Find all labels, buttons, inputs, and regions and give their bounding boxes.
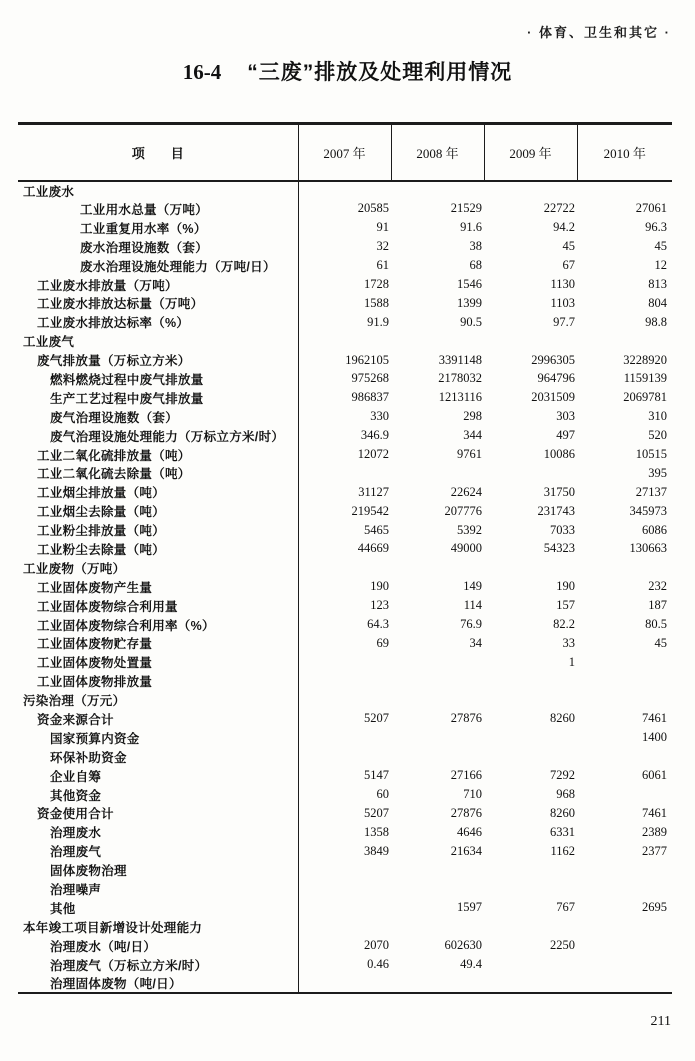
cell-value: 986837 bbox=[351, 390, 389, 405]
cell-value: 964796 bbox=[537, 371, 575, 386]
cell-value: 6086 bbox=[642, 522, 667, 537]
cell-value bbox=[484, 672, 577, 691]
cell-value bbox=[298, 974, 391, 993]
table-row bbox=[18, 521, 672, 540]
cell-value: 21529 bbox=[450, 201, 482, 216]
row-label: 治理废气 bbox=[18, 842, 298, 861]
table-row bbox=[18, 615, 672, 634]
cell-value bbox=[577, 955, 672, 974]
cell-value bbox=[577, 558, 672, 577]
column-header-2009: 2009 年 bbox=[484, 124, 577, 181]
table-row bbox=[18, 351, 672, 370]
cell-value: 1588 bbox=[364, 295, 389, 310]
cell-value bbox=[298, 691, 391, 710]
cell-value bbox=[298, 464, 391, 483]
cell-value: 190 bbox=[556, 579, 575, 594]
table-row bbox=[18, 218, 672, 237]
table-row bbox=[18, 464, 672, 483]
cell-value: 10515 bbox=[635, 447, 667, 462]
row-label: 本年竣工项目新增设计处理能力 bbox=[18, 917, 298, 936]
cell-value: 0.46 bbox=[367, 957, 389, 972]
cell-value: 32 bbox=[376, 239, 389, 254]
table-row bbox=[18, 917, 672, 936]
cell-value: 94.2 bbox=[553, 220, 575, 235]
cell-value bbox=[298, 332, 391, 351]
cell-value bbox=[391, 181, 484, 200]
cell-value bbox=[577, 974, 672, 993]
statistics-table bbox=[18, 122, 672, 994]
row-label: 废气治理设施数（套） bbox=[18, 407, 298, 426]
table-row bbox=[18, 426, 672, 445]
row-label: 工业废水排放达标量（万吨） bbox=[18, 294, 298, 313]
cell-value: 21634 bbox=[450, 843, 482, 858]
cell-value bbox=[484, 974, 577, 993]
cell-value: 6331 bbox=[550, 824, 575, 839]
table-row bbox=[18, 577, 672, 596]
cell-value: 1130 bbox=[550, 277, 575, 291]
cell-value: 149 bbox=[463, 579, 482, 594]
table-row bbox=[18, 936, 672, 955]
cell-value: 67 bbox=[562, 258, 575, 273]
cell-value: 45 bbox=[562, 239, 575, 254]
cell-value: 5465 bbox=[364, 522, 389, 537]
row-label: 工业废水 bbox=[18, 181, 298, 200]
page-title bbox=[0, 56, 695, 86]
cell-value bbox=[391, 917, 484, 936]
cell-value bbox=[577, 672, 672, 691]
row-label: 工业废水排放达标率（%） bbox=[18, 313, 298, 332]
cell-value bbox=[577, 181, 672, 200]
cell-value: 7461 bbox=[642, 711, 667, 726]
cell-value: 8260 bbox=[550, 805, 575, 820]
cell-value: 3391148 bbox=[438, 352, 482, 367]
table-row bbox=[18, 842, 672, 861]
cell-value bbox=[391, 672, 484, 691]
cell-value: 20585 bbox=[357, 201, 389, 216]
cell-value: 2250 bbox=[550, 938, 575, 953]
table-number: 16-4 bbox=[182, 60, 222, 84]
cell-value bbox=[391, 558, 484, 577]
cell-value bbox=[298, 728, 391, 747]
table-row bbox=[18, 710, 672, 729]
row-label: 废水治理设施处理能力（万吨/日） bbox=[18, 256, 298, 275]
cell-value bbox=[484, 747, 577, 766]
cell-value: 45 bbox=[654, 239, 667, 254]
cell-value: 64.3 bbox=[367, 617, 389, 632]
table-row bbox=[18, 181, 672, 200]
row-label: 工业二氧化硫排放量（吨） bbox=[18, 445, 298, 464]
cell-value: 187 bbox=[648, 598, 667, 613]
cell-value bbox=[577, 861, 672, 880]
cell-value: 22722 bbox=[543, 201, 575, 216]
cell-value: 45 bbox=[654, 635, 667, 650]
table-row bbox=[18, 483, 672, 502]
table-row bbox=[18, 445, 672, 464]
cell-value: 4646 bbox=[457, 824, 482, 839]
table-row bbox=[18, 653, 672, 672]
cell-value: 5207 bbox=[364, 805, 389, 820]
cell-value: 82.2 bbox=[553, 617, 575, 632]
cell-value bbox=[484, 181, 577, 200]
table-row bbox=[18, 728, 672, 747]
table-title-text: “三废”排放及处理利用情况 bbox=[247, 61, 513, 84]
cell-value: 54323 bbox=[543, 541, 575, 556]
cell-value: 7033 bbox=[550, 522, 575, 537]
row-label: 工业用水总量（万吨） bbox=[18, 200, 298, 219]
row-label: 工业粉尘去除量（吨） bbox=[18, 540, 298, 559]
cell-value: 7292 bbox=[550, 768, 575, 783]
cell-value: 61 bbox=[376, 258, 389, 273]
cell-value: 34 bbox=[469, 635, 482, 650]
cell-value: 98.8 bbox=[645, 314, 667, 329]
cell-value bbox=[391, 880, 484, 899]
cell-value: 330 bbox=[370, 409, 389, 424]
cell-value: 10086 bbox=[543, 447, 575, 462]
cell-value bbox=[577, 653, 672, 672]
table-row bbox=[18, 275, 672, 294]
cell-value bbox=[298, 653, 391, 672]
row-label: 工业重复用水率（%） bbox=[18, 218, 298, 237]
row-label: 环保补助资金 bbox=[18, 747, 298, 766]
row-label: 治理废水 bbox=[18, 823, 298, 842]
table-row bbox=[18, 540, 672, 559]
cell-value bbox=[391, 653, 484, 672]
table-row bbox=[18, 332, 672, 351]
row-label: 固体废物治理 bbox=[18, 861, 298, 880]
cell-value: 1597 bbox=[457, 900, 482, 915]
cell-value: 31750 bbox=[543, 484, 575, 499]
table-row bbox=[18, 596, 672, 615]
table-row bbox=[18, 256, 672, 275]
table-row bbox=[18, 785, 672, 804]
cell-value bbox=[484, 861, 577, 880]
cell-value: 27137 bbox=[635, 484, 667, 499]
table-row bbox=[18, 388, 672, 407]
cell-value: 49.4 bbox=[460, 957, 482, 972]
cell-value: 207776 bbox=[444, 503, 482, 518]
column-header-2010: 2010 年 bbox=[577, 124, 672, 181]
table-header bbox=[18, 124, 672, 181]
row-label: 污染治理（万元） bbox=[18, 691, 298, 710]
cell-value: 27166 bbox=[450, 768, 482, 783]
cell-value: 44669 bbox=[357, 541, 389, 556]
cell-value: 91.9 bbox=[367, 314, 389, 329]
cell-value bbox=[577, 880, 672, 899]
cell-value: 2070 bbox=[364, 938, 389, 953]
table-row bbox=[18, 974, 672, 993]
cell-value bbox=[298, 880, 391, 899]
cell-value: 1213116 bbox=[438, 390, 482, 405]
cell-value bbox=[484, 464, 577, 483]
cell-value: 6061 bbox=[642, 768, 667, 783]
table-row bbox=[18, 766, 672, 785]
cell-value: 804 bbox=[648, 295, 667, 310]
cell-value: 2178032 bbox=[438, 371, 482, 386]
cell-value bbox=[391, 747, 484, 766]
cell-value bbox=[577, 691, 672, 710]
cell-value: 767 bbox=[556, 900, 575, 915]
table-row bbox=[18, 200, 672, 219]
cell-value: 96.3 bbox=[645, 220, 667, 235]
cell-value: 1399 bbox=[457, 295, 482, 310]
row-label: 废气排放量（万标立方米） bbox=[18, 351, 298, 370]
row-label: 治理废气（万标立方米/时） bbox=[18, 955, 298, 974]
cell-value: 710 bbox=[463, 787, 482, 802]
cell-value: 38 bbox=[469, 239, 482, 254]
cell-value: 27876 bbox=[450, 711, 482, 726]
cell-value: 2069781 bbox=[623, 390, 667, 405]
row-label: 资金来源合计 bbox=[18, 710, 298, 729]
cell-value: 90.5 bbox=[460, 314, 482, 329]
table-row bbox=[18, 747, 672, 766]
row-label: 工业废水排放量（万吨） bbox=[18, 275, 298, 294]
cell-value: 346.9 bbox=[360, 428, 389, 443]
cell-value bbox=[577, 747, 672, 766]
cell-value: 1728 bbox=[364, 277, 389, 291]
cell-value: 219542 bbox=[351, 503, 389, 518]
row-label: 治理废水（吨/日） bbox=[18, 936, 298, 955]
cell-value: 298 bbox=[463, 409, 482, 424]
cell-value bbox=[391, 974, 484, 993]
row-label: 企业自筹 bbox=[18, 766, 298, 785]
table-row bbox=[18, 370, 672, 389]
table-row bbox=[18, 634, 672, 653]
cell-value: 2377 bbox=[642, 843, 667, 858]
table-row bbox=[18, 502, 672, 521]
page-number: 211 bbox=[650, 1014, 671, 1029]
cell-value: 123 bbox=[370, 598, 389, 613]
cell-value: 1400 bbox=[642, 730, 667, 745]
cell-value: 12 bbox=[654, 258, 667, 273]
cell-value bbox=[577, 785, 672, 804]
cell-value bbox=[484, 691, 577, 710]
cell-value bbox=[298, 672, 391, 691]
table-row bbox=[18, 823, 672, 842]
row-label: 燃料燃烧过程中废气排放量 bbox=[18, 370, 298, 389]
cell-value: 2389 bbox=[642, 824, 667, 839]
cell-value bbox=[484, 955, 577, 974]
cell-value: 813 bbox=[648, 277, 667, 291]
cell-value: 2031509 bbox=[531, 390, 575, 405]
cell-value: 76.9 bbox=[460, 617, 482, 632]
cell-value bbox=[391, 861, 484, 880]
table-body bbox=[18, 181, 672, 994]
row-label: 国家预算内资金 bbox=[18, 728, 298, 747]
cell-value: 5392 bbox=[457, 522, 482, 537]
cell-value: 303 bbox=[556, 409, 575, 424]
cell-value: 2695 bbox=[642, 900, 667, 915]
cell-value: 1162 bbox=[550, 843, 575, 858]
cell-value: 12072 bbox=[357, 447, 389, 462]
cell-value: 130663 bbox=[629, 541, 667, 556]
cell-value: 60 bbox=[376, 787, 389, 802]
cell-value bbox=[484, 728, 577, 747]
cell-value: 520 bbox=[648, 428, 667, 443]
cell-value: 1546 bbox=[457, 277, 482, 291]
cell-value bbox=[298, 898, 391, 917]
row-label: 废水治理设施数（套） bbox=[18, 237, 298, 256]
cell-value: 22624 bbox=[450, 484, 482, 499]
cell-value: 91.6 bbox=[460, 220, 482, 235]
table-row bbox=[18, 313, 672, 332]
cell-value: 602630 bbox=[444, 938, 482, 953]
row-label: 生产工艺过程中废气排放量 bbox=[18, 388, 298, 407]
row-label: 资金使用合计 bbox=[18, 804, 298, 823]
table-row bbox=[18, 237, 672, 256]
row-label: 工业二氧化硫去除量（吨） bbox=[18, 464, 298, 483]
cell-value: 3849 bbox=[364, 843, 389, 858]
cell-value: 231743 bbox=[537, 503, 575, 518]
table-row bbox=[18, 558, 672, 577]
table-row bbox=[18, 955, 672, 974]
cell-value: 49000 bbox=[450, 541, 482, 556]
cell-value: 3228920 bbox=[623, 352, 667, 367]
row-label: 工业粉尘排放量（吨） bbox=[18, 521, 298, 540]
table-row bbox=[18, 672, 672, 691]
row-label: 工业废气 bbox=[18, 332, 298, 351]
cell-value: 344 bbox=[463, 428, 482, 443]
table-row bbox=[18, 898, 672, 917]
row-label: 工业固体废物排放量 bbox=[18, 672, 298, 691]
cell-value: 232 bbox=[648, 579, 667, 594]
row-label: 其他资金 bbox=[18, 785, 298, 804]
table-row bbox=[18, 861, 672, 880]
table-row bbox=[18, 880, 672, 899]
cell-value: 114 bbox=[463, 598, 482, 613]
cell-value: 27061 bbox=[635, 201, 667, 216]
chapter-header: · 体育、卫生和其它 · bbox=[527, 25, 671, 40]
column-header-item: 项 目 bbox=[18, 124, 298, 181]
row-label: 工业固体废物综合利用量 bbox=[18, 596, 298, 615]
cell-value bbox=[298, 747, 391, 766]
cell-value: 1 bbox=[568, 654, 575, 669]
cell-value bbox=[577, 936, 672, 955]
cell-value bbox=[484, 332, 577, 351]
row-label: 工业固体废物处置量 bbox=[18, 653, 298, 672]
row-label: 工业烟尘排放量（吨） bbox=[18, 483, 298, 502]
cell-value bbox=[484, 558, 577, 577]
cell-value: 190 bbox=[370, 579, 389, 594]
cell-value: 968 bbox=[556, 787, 575, 802]
row-label: 工业固体废物产生量 bbox=[18, 577, 298, 596]
cell-value: 27876 bbox=[450, 805, 482, 820]
statistics-table-wrap bbox=[18, 122, 672, 994]
cell-value bbox=[298, 181, 391, 200]
row-label: 工业固体废物贮存量 bbox=[18, 634, 298, 653]
cell-value: 33 bbox=[562, 635, 575, 650]
cell-value: 497 bbox=[556, 428, 575, 443]
row-label: 治理噪声 bbox=[18, 880, 298, 899]
cell-value: 345973 bbox=[629, 503, 667, 518]
cell-value bbox=[484, 880, 577, 899]
cell-value: 68 bbox=[469, 258, 482, 273]
cell-value: 395 bbox=[648, 465, 667, 480]
cell-value bbox=[391, 691, 484, 710]
cell-value: 8260 bbox=[550, 711, 575, 726]
cell-value: 91 bbox=[376, 220, 389, 235]
cell-value: 7461 bbox=[642, 805, 667, 820]
cell-value bbox=[577, 917, 672, 936]
cell-value: 5207 bbox=[364, 711, 389, 726]
row-label: 工业烟尘去除量（吨） bbox=[18, 502, 298, 521]
row-label: 工业废物（万吨） bbox=[18, 558, 298, 577]
row-label: 工业固体废物综合利用率（%） bbox=[18, 615, 298, 634]
table-row bbox=[18, 407, 672, 426]
cell-value: 80.5 bbox=[645, 617, 667, 632]
cell-value: 31127 bbox=[358, 484, 389, 499]
cell-value bbox=[298, 917, 391, 936]
cell-value bbox=[298, 558, 391, 577]
cell-value bbox=[484, 917, 577, 936]
cell-value bbox=[391, 728, 484, 747]
cell-value: 97.7 bbox=[553, 314, 575, 329]
cell-value bbox=[298, 861, 391, 880]
row-label: 治理固体废物（吨/日） bbox=[18, 974, 298, 993]
cell-value bbox=[391, 332, 484, 351]
column-header-2008: 2008 年 bbox=[391, 124, 484, 181]
cell-value: 1358 bbox=[364, 824, 389, 839]
cell-value: 975268 bbox=[351, 371, 389, 386]
row-label: 其他 bbox=[18, 898, 298, 917]
cell-value bbox=[391, 464, 484, 483]
cell-value bbox=[577, 332, 672, 351]
cell-value: 9761 bbox=[457, 447, 482, 462]
table-row bbox=[18, 804, 672, 823]
table-row bbox=[18, 294, 672, 313]
cell-value: 1962105 bbox=[345, 352, 389, 367]
row-label: 废气治理设施处理能力（万标立方米/时） bbox=[18, 426, 298, 445]
cell-value: 2996305 bbox=[531, 352, 575, 367]
cell-value: 1103 bbox=[550, 295, 575, 310]
cell-value: 310 bbox=[648, 409, 667, 424]
column-header-2007: 2007 年 bbox=[298, 124, 391, 181]
cell-value: 1159139 bbox=[623, 371, 667, 386]
cell-value: 69 bbox=[376, 635, 389, 650]
cell-value: 5147 bbox=[364, 768, 389, 783]
table-row bbox=[18, 691, 672, 710]
cell-value: 157 bbox=[556, 598, 575, 613]
